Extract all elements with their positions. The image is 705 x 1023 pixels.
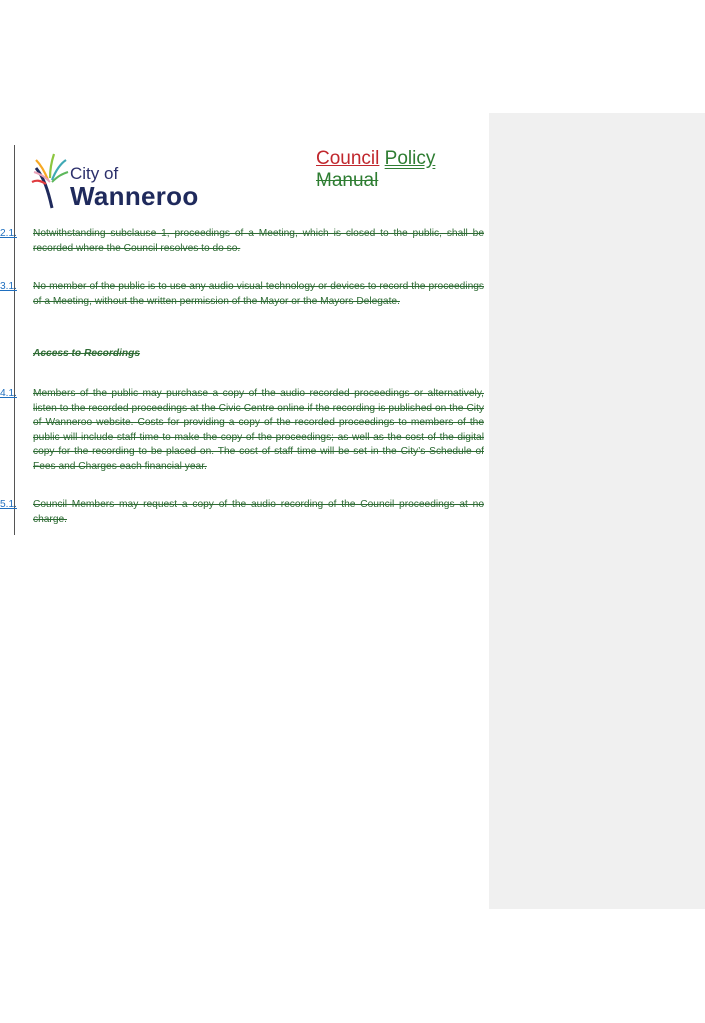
change-bar [14, 145, 15, 535]
paragraph-text: Notwithstanding subclause 1, proceedings of a Meeting, which is closed to the public, shall be recorded where the Council resolves to do so. [33, 228, 484, 254]
header-word-policy: Policy [384, 148, 436, 169]
paragraph-number: 2.1. [0, 228, 17, 239]
logo-text-wanneroo: Wanneroo [70, 181, 199, 211]
header-word-manual: Manual [316, 170, 379, 191]
city-of-wanneroo-logo [30, 150, 210, 212]
paragraph-text: Members of the public may purchase a copy of the audio recorded proceedings or alternatively, listen to the recorded proceedings at the Civic Centre online if the recording is published on the City of Wanneroo website. Costs for providing a copy of the recorded proceedings to members of the public will include staff time to make the copy of the proceedings; as well as the cost of the digital copy for the recording to be placed on. The cost of staff time will be set in the City’s Schedule of Fees and Charges each financial year. [33, 388, 484, 472]
logo-plant-icon [30, 150, 70, 210]
section-heading: Access to Recordings [33, 348, 141, 359]
logo-text-city-of: City of [70, 164, 119, 183]
paragraph-number: 4.1. [0, 388, 17, 399]
header-word-council: Council [316, 148, 380, 169]
document-header-title [316, 148, 435, 192]
paragraph-text: Council Members may request a copy of the audio recording of the Council proceedings at no charge. [33, 499, 484, 525]
paragraph-number: 3.1. [0, 281, 17, 292]
paragraph-text: No member of the public is to use any audio visual technology or devices to record the proceedings of a Meeting, without the written permission of the Mayor or the Mayors Delegate. [33, 281, 484, 307]
paragraph-number: 5.1. [0, 499, 17, 510]
comment-pane [489, 113, 705, 909]
